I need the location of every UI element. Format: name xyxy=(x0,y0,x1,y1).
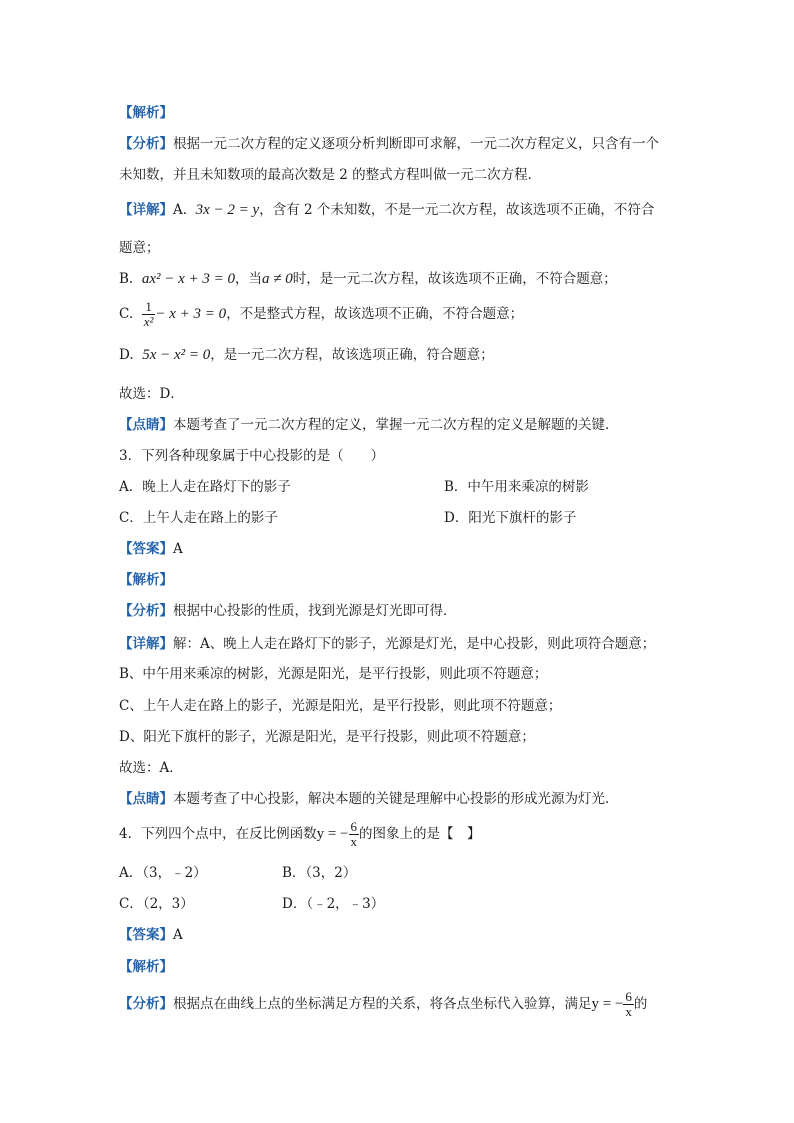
question-4-analysis-heading: 【解析】 xyxy=(119,959,173,975)
detail-option-b: B. ax² − x + 3 = 0，当a ≠ 0时，是一元二次方程，故该选项不正确，不符合题意； xyxy=(119,271,617,287)
question-3-detail-4: D、阳光下旗杆的影子，光源是阳光，是平行投影，则此项不符题意； xyxy=(119,729,535,745)
question-3-option-d: D．阳光下旗杆的影子 xyxy=(444,510,577,526)
question-4-fenxi: 【分析】根据点在曲线上点的坐标满足方程的关系，将各点坐标代入验算，满足y = − $\frac{6}{x}$ 的 xyxy=(119,989,648,1019)
question-3-analysis-heading: 【解析】 xyxy=(119,572,173,588)
question-3-option-c: C．上午人走在路上的影子 xyxy=(119,510,278,526)
question-3-option-b: B．中午用来乘凉的树影 xyxy=(444,479,589,495)
question-4-option-a: A．（3，﹣2） xyxy=(119,865,207,881)
detail-option-c: C. $\frac{1}{\text{x²}}$ − x + 3 = 0，不是整式方程，故该选项不正确，不符合题意； xyxy=(119,299,524,329)
question-3-detail-2: B、中午用来乘凉的树影，光源是阳光，是平行投影，则此项不符题意； xyxy=(119,666,548,682)
question-3-detail-1: 【详解】解：A、晚上人走在路灯下的影子，光源是灯光，是中心投影，则此项符合题意； xyxy=(119,636,656,652)
question-3-fenxi: 【分析】根据中心投影的性质，找到光源是灯光即可得． xyxy=(119,603,457,619)
fraction-six-over-x-2: $\frac{6}{x}$ xyxy=(625,989,632,1019)
comment-1: 【点睛】本题考查了一元二次方程的定义，掌握一元二次方程的定义是解题的关键． xyxy=(119,417,619,433)
question-3-detail-3: C、上午人走在路上的影子，光源是阳光，是平行投影，则此项不符题意； xyxy=(119,698,562,714)
question-3-answer: 【答案】A xyxy=(119,541,183,557)
choose-d: 故选：D． xyxy=(119,386,184,402)
fraction-six-over-x: $\frac{6}{x}$ xyxy=(350,819,358,849)
detail-option-a: 【详解】A. 3x − 2 = y，含有 2 个未知数，不是一元二次方程，故该选项不正确，不符合 xyxy=(119,202,655,218)
analysis-fenxi-line1: 【分析】根据一元二次方程的定义逐项分析判断即可求解，一元二次方程定义，只含有一个 xyxy=(119,136,659,152)
fraction-one-over-x2: $\frac{1}{\text{x²}}$ xyxy=(143,299,154,329)
detail-option-a-line2: 题意； xyxy=(119,240,160,256)
question-4-option-d: D．（﹣2，﹣3） xyxy=(282,896,385,912)
question-4-answer: 【答案】A xyxy=(119,927,183,943)
question-4-option-b: B．（3，2） xyxy=(282,865,357,881)
question-3-choose: 故选：A． xyxy=(119,760,183,776)
analysis-heading: 【解析】 xyxy=(119,105,173,121)
question-3-option-a: A．晚上人走在路灯下的影子 xyxy=(119,479,291,495)
analysis-fenxi-line2: 未知数，并且未知数项的最高次数是 2 的整式方程叫做一元二次方程． xyxy=(119,167,542,183)
detail-option-d: D. 5x − x² = 0，是一元二次方程，故该选项正确，符合题意； xyxy=(119,347,494,363)
question-4-stem: 4．下列四个点中，在反比例函数y = − $\frac{6}{x}$ 的图象上的是【 】 xyxy=(119,819,481,849)
question-4-option-c: C．（2，3） xyxy=(119,896,194,912)
question-3-stem: 3．下列各种现象属于中心投影的是（ ） xyxy=(119,448,385,464)
question-3-comment: 【点睛】本题考查了中心投影，解决本题的关键是理解中心投影的形成光源为灯光． xyxy=(119,791,619,807)
